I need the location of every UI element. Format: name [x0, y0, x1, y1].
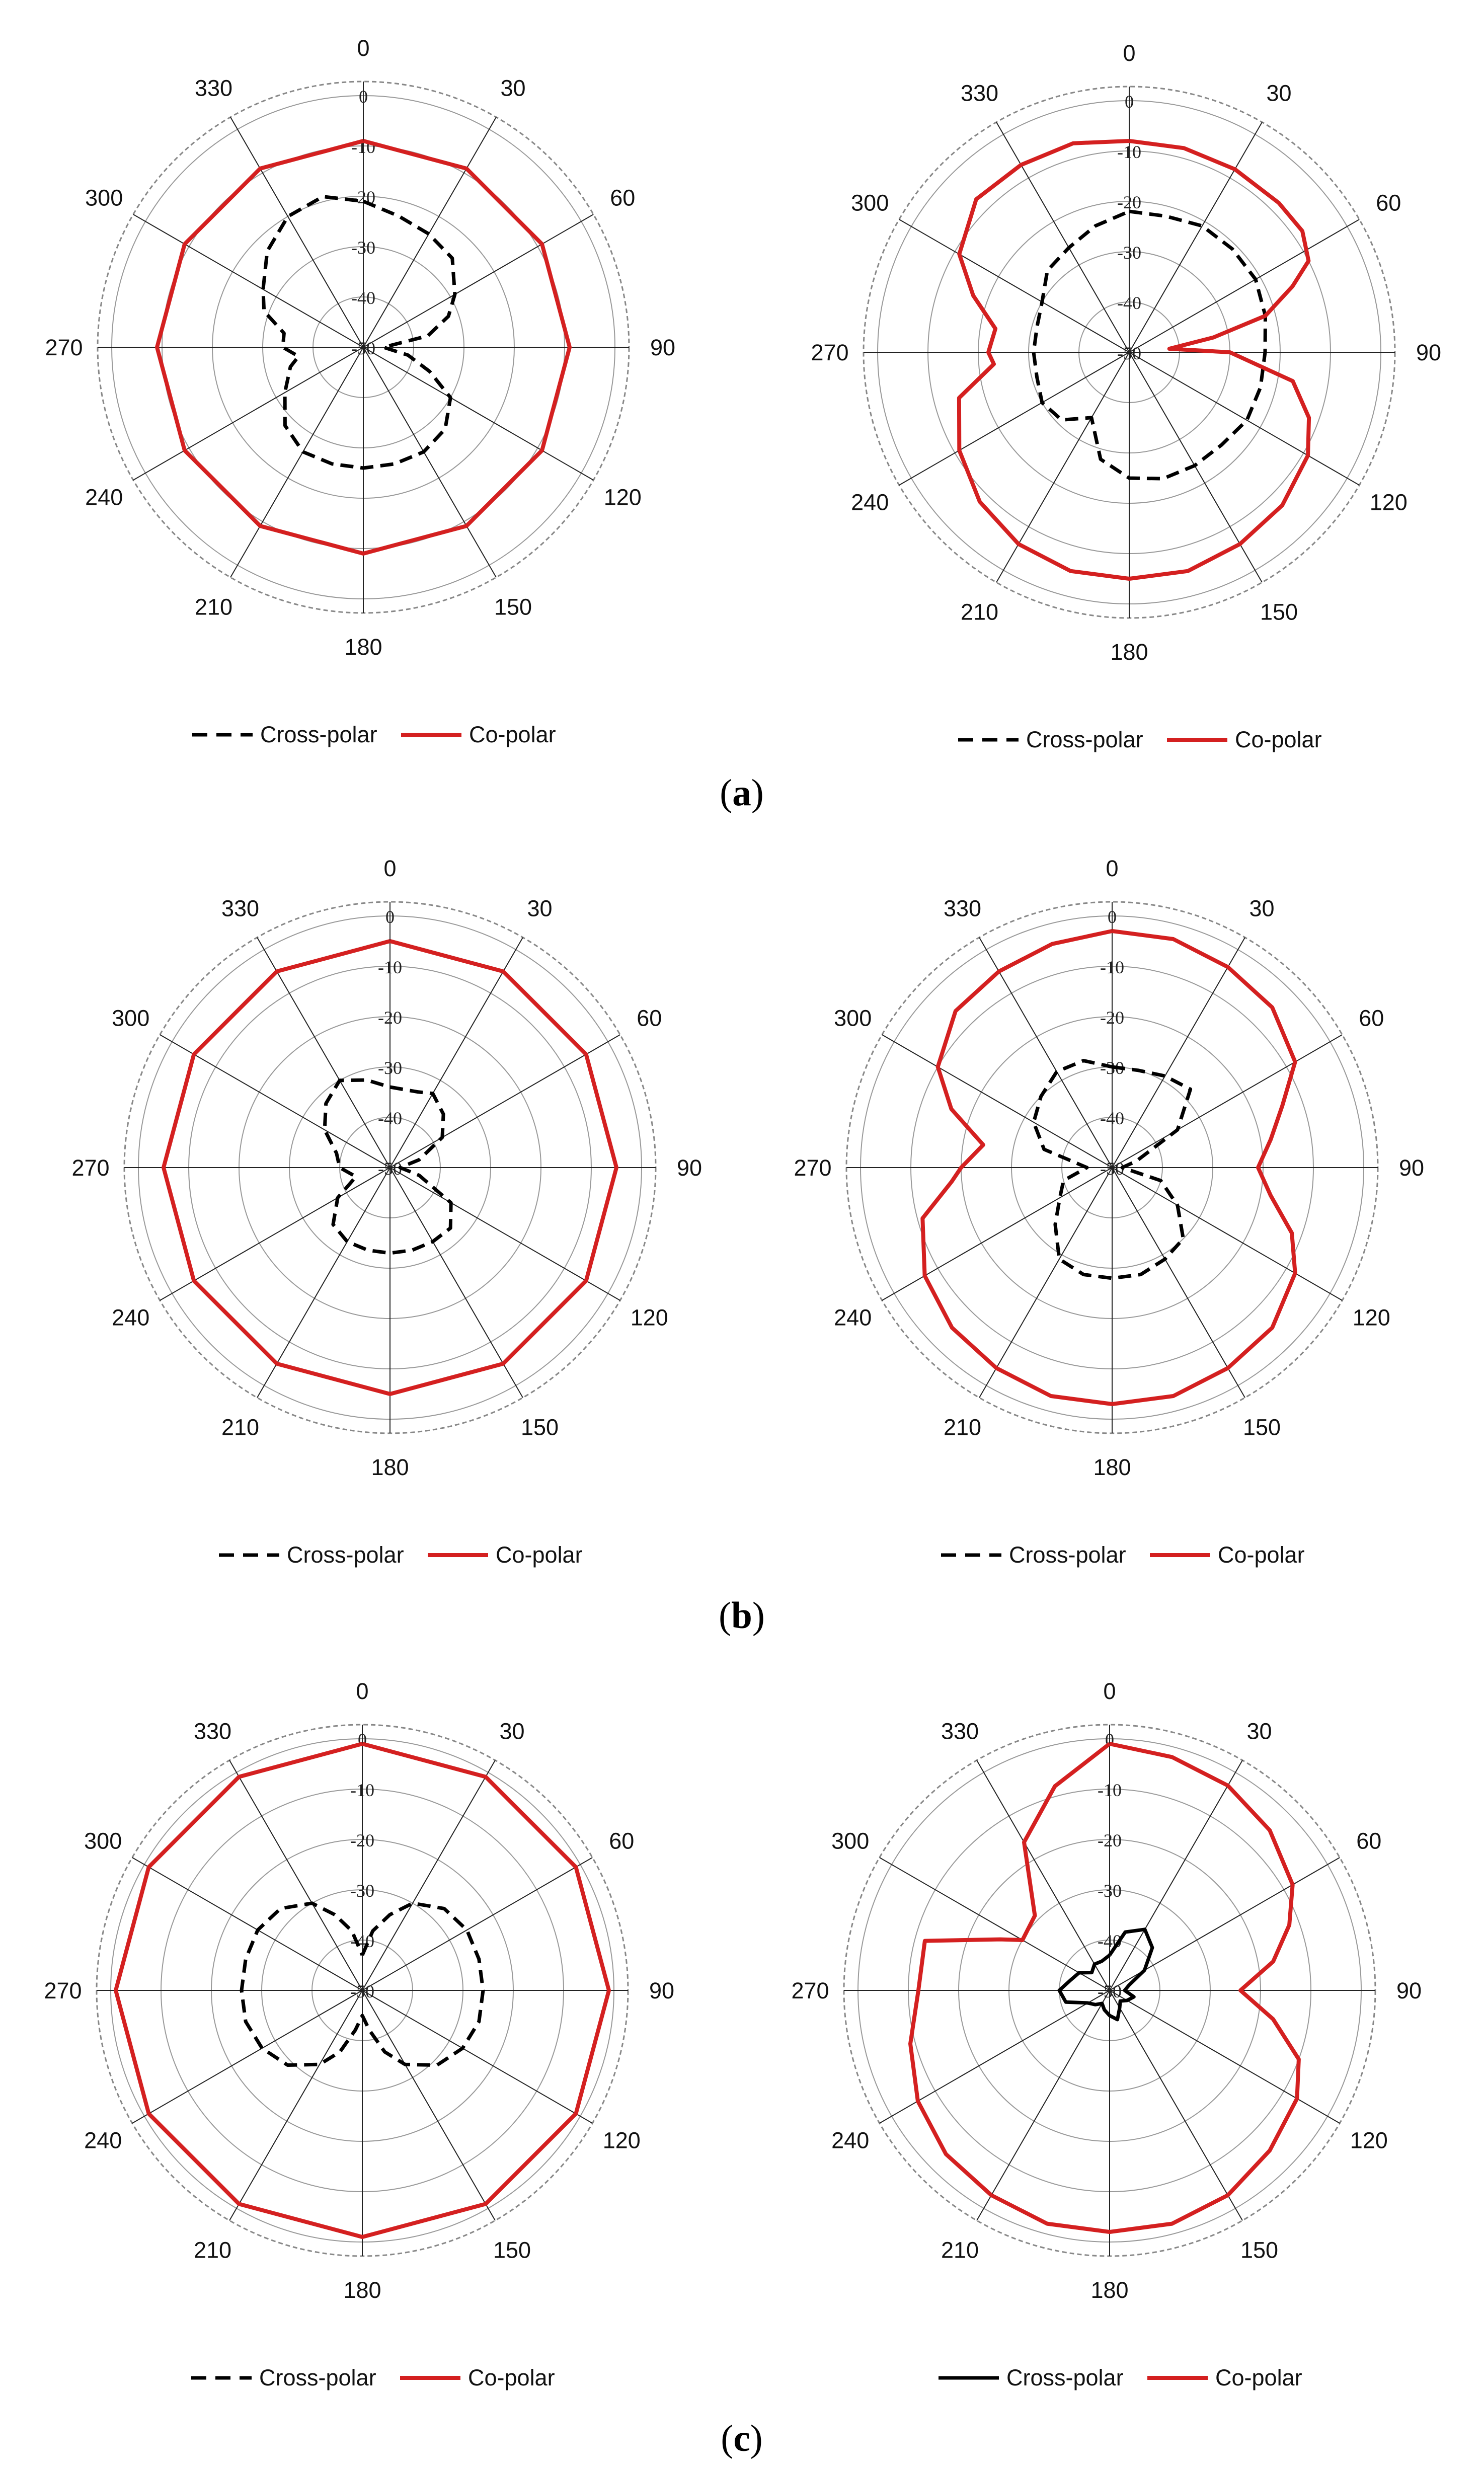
chart-b-right-angle-label: 30	[1249, 895, 1275, 921]
chart-b-right-angle-label: 210	[943, 1414, 982, 1440]
chart-a-right-radial-label: -20	[1117, 192, 1141, 212]
chart-b-right-angle-label: 60	[1359, 1005, 1384, 1031]
chart-b-right-angle-label: 150	[1242, 1414, 1281, 1440]
chart-a-left-radial-label: 0	[359, 87, 368, 107]
chart-b-left-angle-label: 120	[630, 1304, 668, 1331]
chart-a-left-spoke	[133, 347, 363, 480]
chart-a-right-angle-label: 30	[1266, 80, 1292, 106]
chart-a-right-legend-co-label: Co-polar	[1235, 727, 1322, 752]
chart-c-left-angle-label: 270	[44, 1978, 82, 2003]
chart-a-right-angle-label: 150	[1260, 599, 1298, 625]
chart-c-right-spoke	[977, 1990, 1110, 2220]
chart-b-left-legend-co-label: Co-polar	[496, 1542, 583, 1568]
chart-c-right-angle-label: 60	[1356, 1828, 1382, 1854]
chart-b-right-radial-label: -40	[1100, 1108, 1124, 1128]
chart-b-left-radial-label: -50	[378, 1158, 402, 1179]
chart-c-right-spoke	[1110, 1990, 1242, 2220]
caption-a: (a)	[720, 772, 764, 814]
chart-a-left-angle-label: 60	[610, 185, 636, 211]
chart-c-left-spoke	[362, 1990, 592, 2123]
chart-c-right-spoke	[1110, 1760, 1242, 1990]
chart-a-right-angle-label: 90	[1416, 340, 1442, 365]
chart-a-right-radial-label: -50	[1117, 343, 1141, 363]
chart-a-right-spoke	[1129, 219, 1359, 352]
chart-a-left-radial-label: -30	[351, 238, 375, 258]
chart-a-right-angle-label: 120	[1369, 489, 1408, 515]
chart-b-left-radial-label: -30	[378, 1058, 402, 1078]
chart-b-left-angle-label: 0	[383, 856, 397, 881]
chart-a-right-spoke	[899, 219, 1129, 352]
chart-b-left-angle-label: 330	[221, 895, 260, 921]
chart-a-left-legend	[192, 722, 556, 747]
chart-c-left-spoke	[362, 1990, 495, 2220]
chart-b-left-angle-label: 240	[112, 1304, 150, 1331]
chart-c-right-radial-label: 0	[1105, 1730, 1114, 1750]
chart-a-right-angle-label: 60	[1376, 190, 1401, 216]
chart-b-right-radial-label: -50	[1100, 1158, 1124, 1179]
caption-c: (c)	[721, 2418, 763, 2459]
chart-b-left-angle-label: 150	[520, 1414, 559, 1440]
chart-b-left	[71, 856, 702, 1568]
chart-a-left-radial-label: -20	[351, 187, 375, 207]
chart-b-left-radial-label: -10	[378, 957, 402, 977]
chart-b-right-angle-label: 300	[834, 1005, 872, 1031]
chart-b-left-radial-label: -40	[378, 1108, 402, 1128]
chart-c-right-legend-cross-label: Cross-polar	[1006, 2365, 1124, 2390]
chart-c-right-legend	[939, 2365, 1302, 2390]
chart-c-right	[791, 1678, 1422, 2390]
chart-a-right-angle-label: 180	[1110, 639, 1148, 665]
chart-c-right-radial-label: -30	[1098, 1881, 1122, 1901]
chart-a-left	[45, 35, 675, 747]
chart-c-left-spoke	[362, 1858, 592, 1990]
chart-c-left-angle-label: 210	[193, 2237, 232, 2263]
chart-a-right-angle-label: 240	[851, 489, 889, 515]
chart-c-left-angle-label: 330	[193, 1718, 232, 1744]
chart-c-right-spoke	[1110, 1990, 1340, 2123]
polar-plots	[44, 35, 1441, 2390]
chart-b-right-radial-label: -10	[1100, 957, 1124, 977]
chart-c-left-spoke	[132, 1858, 362, 1990]
chart-a-left-spoke	[133, 214, 363, 347]
chart-a-right	[811, 40, 1441, 752]
chart-c-right-angle-label: 270	[791, 1978, 829, 2003]
chart-a-left-angle-label: 180	[344, 634, 382, 660]
chart-b-right-spoke	[979, 1168, 1112, 1398]
chart-b-right-radial-label: -20	[1100, 1008, 1124, 1028]
chart-b-right-angle-label: 270	[794, 1155, 832, 1181]
chart-a-left-angle-label: 300	[85, 185, 123, 211]
chart-c-left-legend-cross-label: Cross-polar	[259, 2365, 376, 2390]
chart-b-left-angle-label: 180	[371, 1454, 409, 1480]
chart-c-left-radial-label: -50	[350, 1981, 374, 2001]
chart-a-left-angle-label: 210	[194, 594, 233, 620]
chart-c-right-radial-label: -10	[1098, 1780, 1122, 1800]
chart-a-left-spoke	[230, 117, 363, 347]
chart-c-left-angle-label: 300	[84, 1828, 122, 1854]
chart-a-left-legend-cross-label: Cross-polar	[260, 722, 377, 747]
chart-c-right-spoke	[977, 1760, 1110, 1990]
chart-b-left-radial-label: 0	[385, 907, 395, 927]
chart-c-right-radial-label: -50	[1098, 1981, 1122, 2001]
chart-a-left-angle-label: 90	[650, 335, 676, 360]
chart-a-left-angle-label: 150	[494, 594, 532, 620]
chart-b-right-angle-label: 240	[834, 1304, 872, 1331]
chart-b-right-angle-label: 90	[1398, 1155, 1425, 1181]
chart-c-left-radial-label: -30	[350, 1881, 374, 1901]
chart-c-right-angle-label: 30	[1246, 1718, 1272, 1744]
chart-c-left	[44, 1678, 674, 2390]
chart-c-right-radial-label: -20	[1098, 1830, 1122, 1850]
chart-c-right-angle-label: 210	[941, 2237, 979, 2263]
chart-a-left-angle-label: 270	[45, 335, 83, 360]
chart-a-right-legend-cross-label: Cross-polar	[1026, 727, 1143, 752]
chart-c-left-angle-label: 150	[493, 2237, 531, 2263]
chart-c-left-spoke	[132, 1990, 362, 2123]
chart-b-left-legend-cross-label: Cross-polar	[287, 1542, 404, 1568]
chart-b-right-spoke	[882, 1168, 1112, 1300]
chart-a-left-radial-label: -40	[351, 288, 375, 308]
chart-c-left-angle-label: 120	[602, 2127, 641, 2153]
chart-c-right-angle-label: 150	[1240, 2237, 1279, 2263]
chart-b-left-angle-label: 60	[637, 1005, 662, 1031]
chart-a-right-spoke	[1129, 352, 1262, 582]
chart-a-right-spoke	[996, 122, 1129, 352]
chart-a-right-radial-label: 0	[1125, 92, 1134, 112]
chart-c-right-angle-label: 180	[1090, 2277, 1129, 2303]
chart-b-right-legend	[941, 1542, 1305, 1568]
chart-b-right-angle-label: 0	[1106, 856, 1119, 881]
chart-c-left-angle-label: 240	[84, 2127, 122, 2153]
chart-a-left-legend-co-label: Co-polar	[469, 722, 556, 747]
chart-b-right-spoke	[882, 1035, 1112, 1168]
chart-a-left-spoke	[363, 347, 593, 480]
chart-a-right-angle-label: 0	[1123, 40, 1136, 66]
chart-a-left-angle-label: 30	[500, 75, 526, 101]
chart-a-right-angle-label: 210	[960, 599, 999, 625]
chart-a-left-radial-label: -10	[351, 137, 375, 157]
chart-c-left-spoke	[362, 1760, 495, 1990]
chart-b-right-angle-label: 180	[1093, 1454, 1131, 1480]
chart-a-left-angle-label: 240	[85, 484, 123, 510]
chart-a-left-radial-label: -50	[351, 338, 375, 358]
chart-a-right-angle-label: 330	[960, 80, 999, 106]
chart-c-right-angle-label: 330	[941, 1718, 979, 1744]
caption-b: (b)	[719, 1595, 765, 1637]
chart-c-left-radial-label: 0	[358, 1730, 367, 1750]
chart-a-right-angle-label: 300	[851, 190, 889, 216]
chart-c-left-angle-label: 0	[356, 1678, 369, 1704]
chart-c-right-angle-label: 240	[831, 2127, 870, 2153]
chart-a-right-spoke	[1129, 122, 1262, 352]
chart-c-left-radial-label: -40	[350, 1931, 374, 1951]
chart-b-left-angle-label: 210	[221, 1414, 260, 1440]
chart-a-left-spoke	[363, 214, 593, 347]
chart-b-right-radial-label: 0	[1108, 907, 1117, 927]
chart-c-left-radial-label: -20	[350, 1830, 374, 1850]
chart-b-left-angle-label: 300	[112, 1005, 150, 1031]
chart-b-right-spoke	[1112, 1168, 1245, 1398]
chart-c-right-angle-label: 0	[1103, 1678, 1116, 1704]
chart-a-left-spoke	[230, 347, 363, 577]
chart-a-right-legend	[958, 727, 1322, 752]
chart-c-right-spoke	[880, 1858, 1110, 1990]
chart-b-left-legend	[219, 1542, 583, 1568]
chart-c-right-radial-label: -40	[1098, 1931, 1122, 1951]
chart-b-left-angle-label: 30	[527, 895, 553, 921]
chart-b-right-legend-co-label: Co-polar	[1218, 1542, 1305, 1568]
chart-c-left-legend-co-label: Co-polar	[468, 2365, 555, 2390]
chart-b-left-angle-label: 90	[676, 1155, 702, 1181]
chart-a-left-spoke	[363, 347, 496, 577]
chart-c-left-angle-label: 180	[343, 2277, 381, 2303]
chart-c-left-legend	[191, 2365, 555, 2390]
panel-captions	[719, 772, 765, 2459]
chart-c-right-legend-co-label: Co-polar	[1215, 2365, 1302, 2390]
chart-a-left-angle-label: 120	[603, 484, 642, 510]
chart-b-right-legend-cross-label: Cross-polar	[1009, 1542, 1126, 1568]
chart-a-right-radial-label: -10	[1117, 142, 1141, 162]
chart-b-left-radial-label: -20	[378, 1008, 402, 1028]
chart-c-right-angle-label: 90	[1396, 1978, 1422, 2003]
chart-c-left-angle-label: 90	[649, 1978, 675, 2003]
chart-c-left-spoke	[229, 1760, 362, 1990]
chart-b-right-angle-label: 120	[1352, 1304, 1390, 1331]
chart-b-right-spoke	[1112, 938, 1245, 1168]
chart-c-left-angle-label: 30	[499, 1718, 525, 1744]
chart-b-right-spoke	[1112, 1035, 1342, 1168]
chart-a-right-spoke	[1129, 352, 1359, 485]
chart-a-right-radial-label: -40	[1117, 293, 1141, 313]
chart-b-right-spoke	[1112, 1168, 1342, 1300]
chart-c-left-angle-label: 60	[609, 1828, 635, 1854]
chart-a-left-angle-label: 330	[194, 75, 233, 101]
chart-a-right-cross-polar-line	[1034, 211, 1266, 479]
chart-b-left-angle-label: 270	[71, 1155, 110, 1181]
chart-a-right-radial-label: -30	[1117, 243, 1141, 263]
chart-b-right-angle-label: 330	[943, 895, 982, 921]
chart-a-right-spoke	[996, 352, 1129, 582]
chart-a-left-spoke	[363, 117, 496, 347]
chart-c-left-radial-label: -10	[350, 1780, 374, 1800]
chart-c-right-angle-label: 300	[831, 1828, 870, 1854]
chart-a-left-angle-label: 0	[357, 35, 370, 61]
chart-a-right-angle-label: 270	[811, 340, 849, 365]
chart-a-right-spoke	[899, 352, 1129, 485]
chart-b-right-radial-label: -30	[1100, 1058, 1124, 1078]
chart-b-right	[794, 856, 1424, 1568]
chart-c-right-angle-label: 120	[1350, 2127, 1388, 2153]
